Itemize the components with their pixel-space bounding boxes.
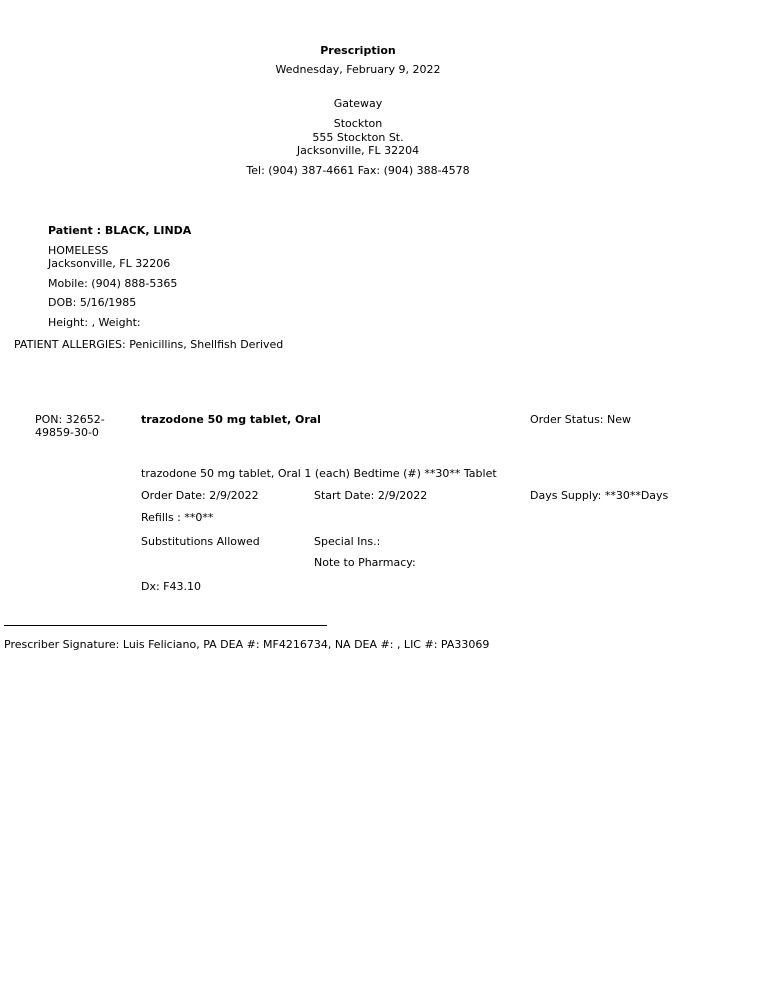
patient-dob: DOB: 5/16/1985 [48,296,137,309]
patient-height-weight: Height: , Weight: [48,316,141,329]
pon-number-line1: PON: 32652- [35,413,105,426]
refills: Refills : **0** [141,511,214,524]
signature-line [4,625,327,626]
substitutions: Substitutions Allowed [141,535,260,548]
patient-address-line2: Jacksonville, FL 32206 [48,257,171,270]
order-date: Order Date: 2/9/2022 [141,489,259,502]
facility-contact: Tel: (904) 387-4661 Fax: (904) 388-4578 [246,164,470,177]
drug-name: trazodone 50 mg tablet, Oral [141,413,321,426]
document-title: Prescription [320,44,396,57]
patient-allergies: PATIENT ALLERGIES: Penicillins, Shellfish Derived [14,338,284,351]
patient-address-line1: HOMELESS [48,244,109,257]
special-instructions: Special Ins.: [314,535,381,548]
prescription-date: Wednesday, February 9, 2022 [275,63,441,76]
days-supply: Days Supply: **30**Days [530,489,669,502]
facility-name: Gateway [333,97,383,110]
sig-instructions: trazodone 50 mg tablet, Oral 1 (each) Bedtime (#) **30** Tablet [141,467,497,480]
patient-name: Patient : BLACK, LINDA [48,224,192,237]
diagnosis-code: Dx: F43.10 [141,580,202,593]
facility-location: Stockton [333,117,383,130]
start-date: Start Date: 2/9/2022 [314,489,428,502]
facility-address-line1: 555 Stockton St. [312,131,404,144]
order-status: Order Status: New [530,413,632,426]
facility-address-line2: Jacksonville, FL 32204 [296,144,420,157]
pon-number-line2: 49859-30-0 [35,426,99,439]
note-to-pharmacy: Note to Pharmacy: [314,556,416,569]
prescriber-signature: Prescriber Signature: Luis Feliciano, PA DEA #: MF4216734, NA DEA #: , LIC #: PA33069 [4,638,490,651]
patient-mobile: Mobile: (904) 888-5365 [48,277,178,290]
